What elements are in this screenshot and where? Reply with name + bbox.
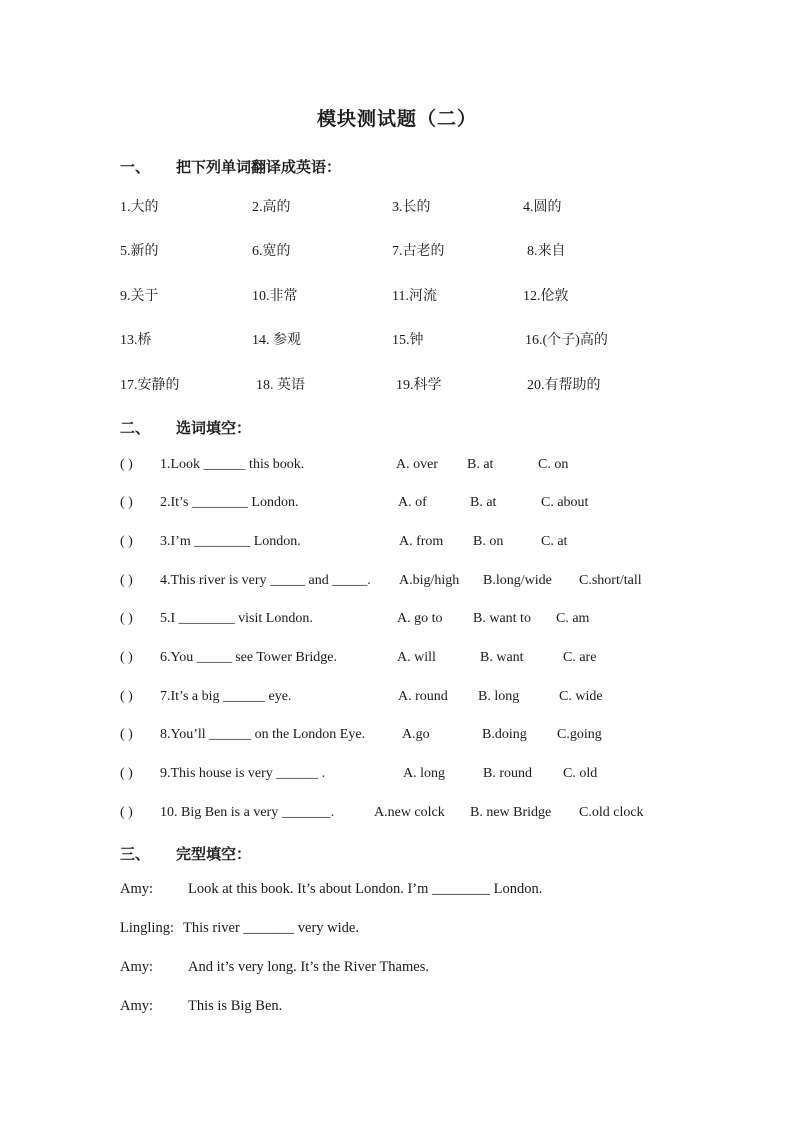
- option-a: A. from: [399, 534, 444, 549]
- option-c: C.going: [557, 727, 602, 742]
- vocab-item: 17.安静的: [120, 378, 180, 393]
- vocab-row: [0, 329, 794, 351]
- option-c: C. at: [541, 534, 568, 549]
- option-b: B. round: [483, 766, 532, 781]
- vocab-item: 20.有帮助的: [527, 378, 601, 393]
- question-text: 4.This river is very _____ and _____.: [160, 573, 371, 588]
- vocab-item: 9.关于: [120, 289, 159, 304]
- vocab-item: 2.高的: [252, 200, 291, 215]
- option-b: B. at: [467, 457, 494, 472]
- question-text: 7.It’s a big ______ eye.: [160, 689, 292, 704]
- exercise-row: [0, 766, 794, 788]
- vocab-item: 10.非常: [252, 289, 298, 304]
- option-c: C.short/tall: [579, 573, 642, 588]
- section3-heading: [120, 843, 251, 864]
- vocab-item: 15.钟: [392, 333, 424, 348]
- option-c: C. are: [563, 650, 597, 665]
- vocab-row: [0, 196, 794, 218]
- exercise-row: [0, 805, 794, 827]
- option-b: B. want to: [473, 611, 531, 626]
- option-c: C. wide: [559, 689, 603, 704]
- dialogue-line: [0, 959, 794, 981]
- section2-number: 二、: [120, 421, 151, 437]
- answer-bracket[interactable]: ( ): [120, 650, 133, 665]
- exercise-row: [0, 727, 794, 749]
- question-text: 10. Big Ben is a very _______.: [160, 805, 335, 820]
- answer-bracket[interactable]: ( ): [120, 611, 133, 626]
- question-text: 1.Look ______ this book.: [160, 457, 305, 472]
- speaker-label: Amy:: [120, 998, 154, 1014]
- answer-bracket[interactable]: ( ): [120, 457, 133, 472]
- question-text: 8.You’ll ______ on the London Eye.: [160, 727, 366, 742]
- vocab-item: 4.圆的: [523, 200, 562, 215]
- option-c: C. am: [556, 611, 590, 626]
- vocab-row: [0, 240, 794, 262]
- section2-title: 选词填空：: [176, 421, 252, 437]
- section2-heading: [120, 417, 251, 438]
- option-c: C. on: [538, 457, 569, 472]
- vocab-item: 11.河流: [392, 289, 437, 304]
- question-text: 9.This house is very ______ .: [160, 766, 326, 781]
- vocab-item: 13.桥: [120, 333, 152, 348]
- option-b: B. want: [480, 650, 524, 665]
- dialogue-line: [0, 998, 794, 1020]
- option-b: B.long/wide: [483, 573, 552, 588]
- option-a: A.big/high: [399, 573, 460, 588]
- vocab-item: 1.大的: [120, 200, 159, 215]
- exercise-row: [0, 650, 794, 672]
- answer-bracket[interactable]: ( ): [120, 689, 133, 704]
- section3-number: 三、: [120, 847, 151, 863]
- option-a: A. long: [403, 766, 445, 781]
- vocab-item: 12.伦敦: [523, 289, 569, 304]
- answer-bracket[interactable]: ( ): [120, 727, 133, 742]
- speaker-label: Amy:: [120, 881, 154, 897]
- answer-bracket[interactable]: ( ): [120, 805, 133, 820]
- exercise-row: [0, 495, 794, 517]
- vocab-item: 3.长的: [392, 200, 431, 215]
- option-a: A. over: [396, 457, 438, 472]
- vocab-item: 16.(个子)高的: [525, 333, 608, 348]
- question-text: 5.I ________ visit London.: [160, 611, 313, 626]
- vocab-row: [0, 285, 794, 307]
- option-a: A. round: [398, 689, 448, 704]
- section3-title: 完型填空：: [176, 847, 252, 863]
- option-b: B. at: [470, 495, 497, 510]
- option-a: A. of: [398, 495, 427, 510]
- option-b: B. long: [478, 689, 520, 704]
- answer-bracket[interactable]: ( ): [120, 495, 133, 510]
- exercise-row: [0, 534, 794, 556]
- speaker-label: Lingling:: [120, 920, 174, 936]
- section1-number: 一、: [120, 160, 151, 176]
- question-text: 3.I’m ________ London.: [160, 534, 301, 549]
- vocab-item: 5.新的: [120, 244, 159, 259]
- vocab-item: 14. 参观: [252, 333, 301, 348]
- question-text: 2.It’s ________ London.: [160, 495, 299, 510]
- question-text: 6.You _____ see Tower Bridge.: [160, 650, 337, 665]
- answer-bracket[interactable]: ( ): [120, 534, 133, 549]
- dialogue-text: This is Big Ben.: [188, 998, 283, 1014]
- speaker-label: Amy:: [120, 959, 154, 975]
- option-b: B. new Bridge: [470, 805, 552, 820]
- option-a: A. will: [397, 650, 436, 665]
- section1-title: 把下列单词翻译成英语：: [176, 160, 342, 176]
- dialogue-text: And it’s very long. It’s the River Thames.: [188, 959, 429, 975]
- dialogue-line: [0, 920, 794, 942]
- answer-bracket[interactable]: ( ): [120, 573, 133, 588]
- exercise-row: [0, 611, 794, 633]
- exercise-row: [0, 457, 794, 479]
- option-c: C.old clock: [579, 805, 644, 820]
- dialogue-text: Look at this book. It’s about London. I’m ________ London.: [188, 881, 543, 897]
- vocab-item: 8.来自: [527, 244, 566, 259]
- option-a: A.new colck: [374, 805, 445, 820]
- dialogue-text: This river _______ very wide.: [183, 920, 359, 936]
- page-title: 模块测试题（二）: [316, 109, 477, 130]
- vocab-item: 6.宽的: [252, 244, 291, 259]
- dialogue-line: [0, 881, 794, 903]
- exercise-row: [0, 573, 794, 595]
- exercise-row: [0, 689, 794, 711]
- vocab-row: [0, 374, 794, 396]
- option-b: B. on: [473, 534, 504, 549]
- option-c: C. about: [541, 495, 589, 510]
- option-a: A. go to: [397, 611, 443, 626]
- option-b: B.doing: [482, 727, 527, 742]
- section1-heading: [120, 156, 341, 177]
- vocab-item: 18. 英语: [256, 378, 305, 393]
- answer-bracket[interactable]: ( ): [120, 766, 133, 781]
- vocab-item: 19.科学: [396, 378, 442, 393]
- option-c: C. old: [563, 766, 598, 781]
- vocab-item: 7.古老的: [392, 244, 445, 259]
- option-a: A.go: [402, 727, 430, 742]
